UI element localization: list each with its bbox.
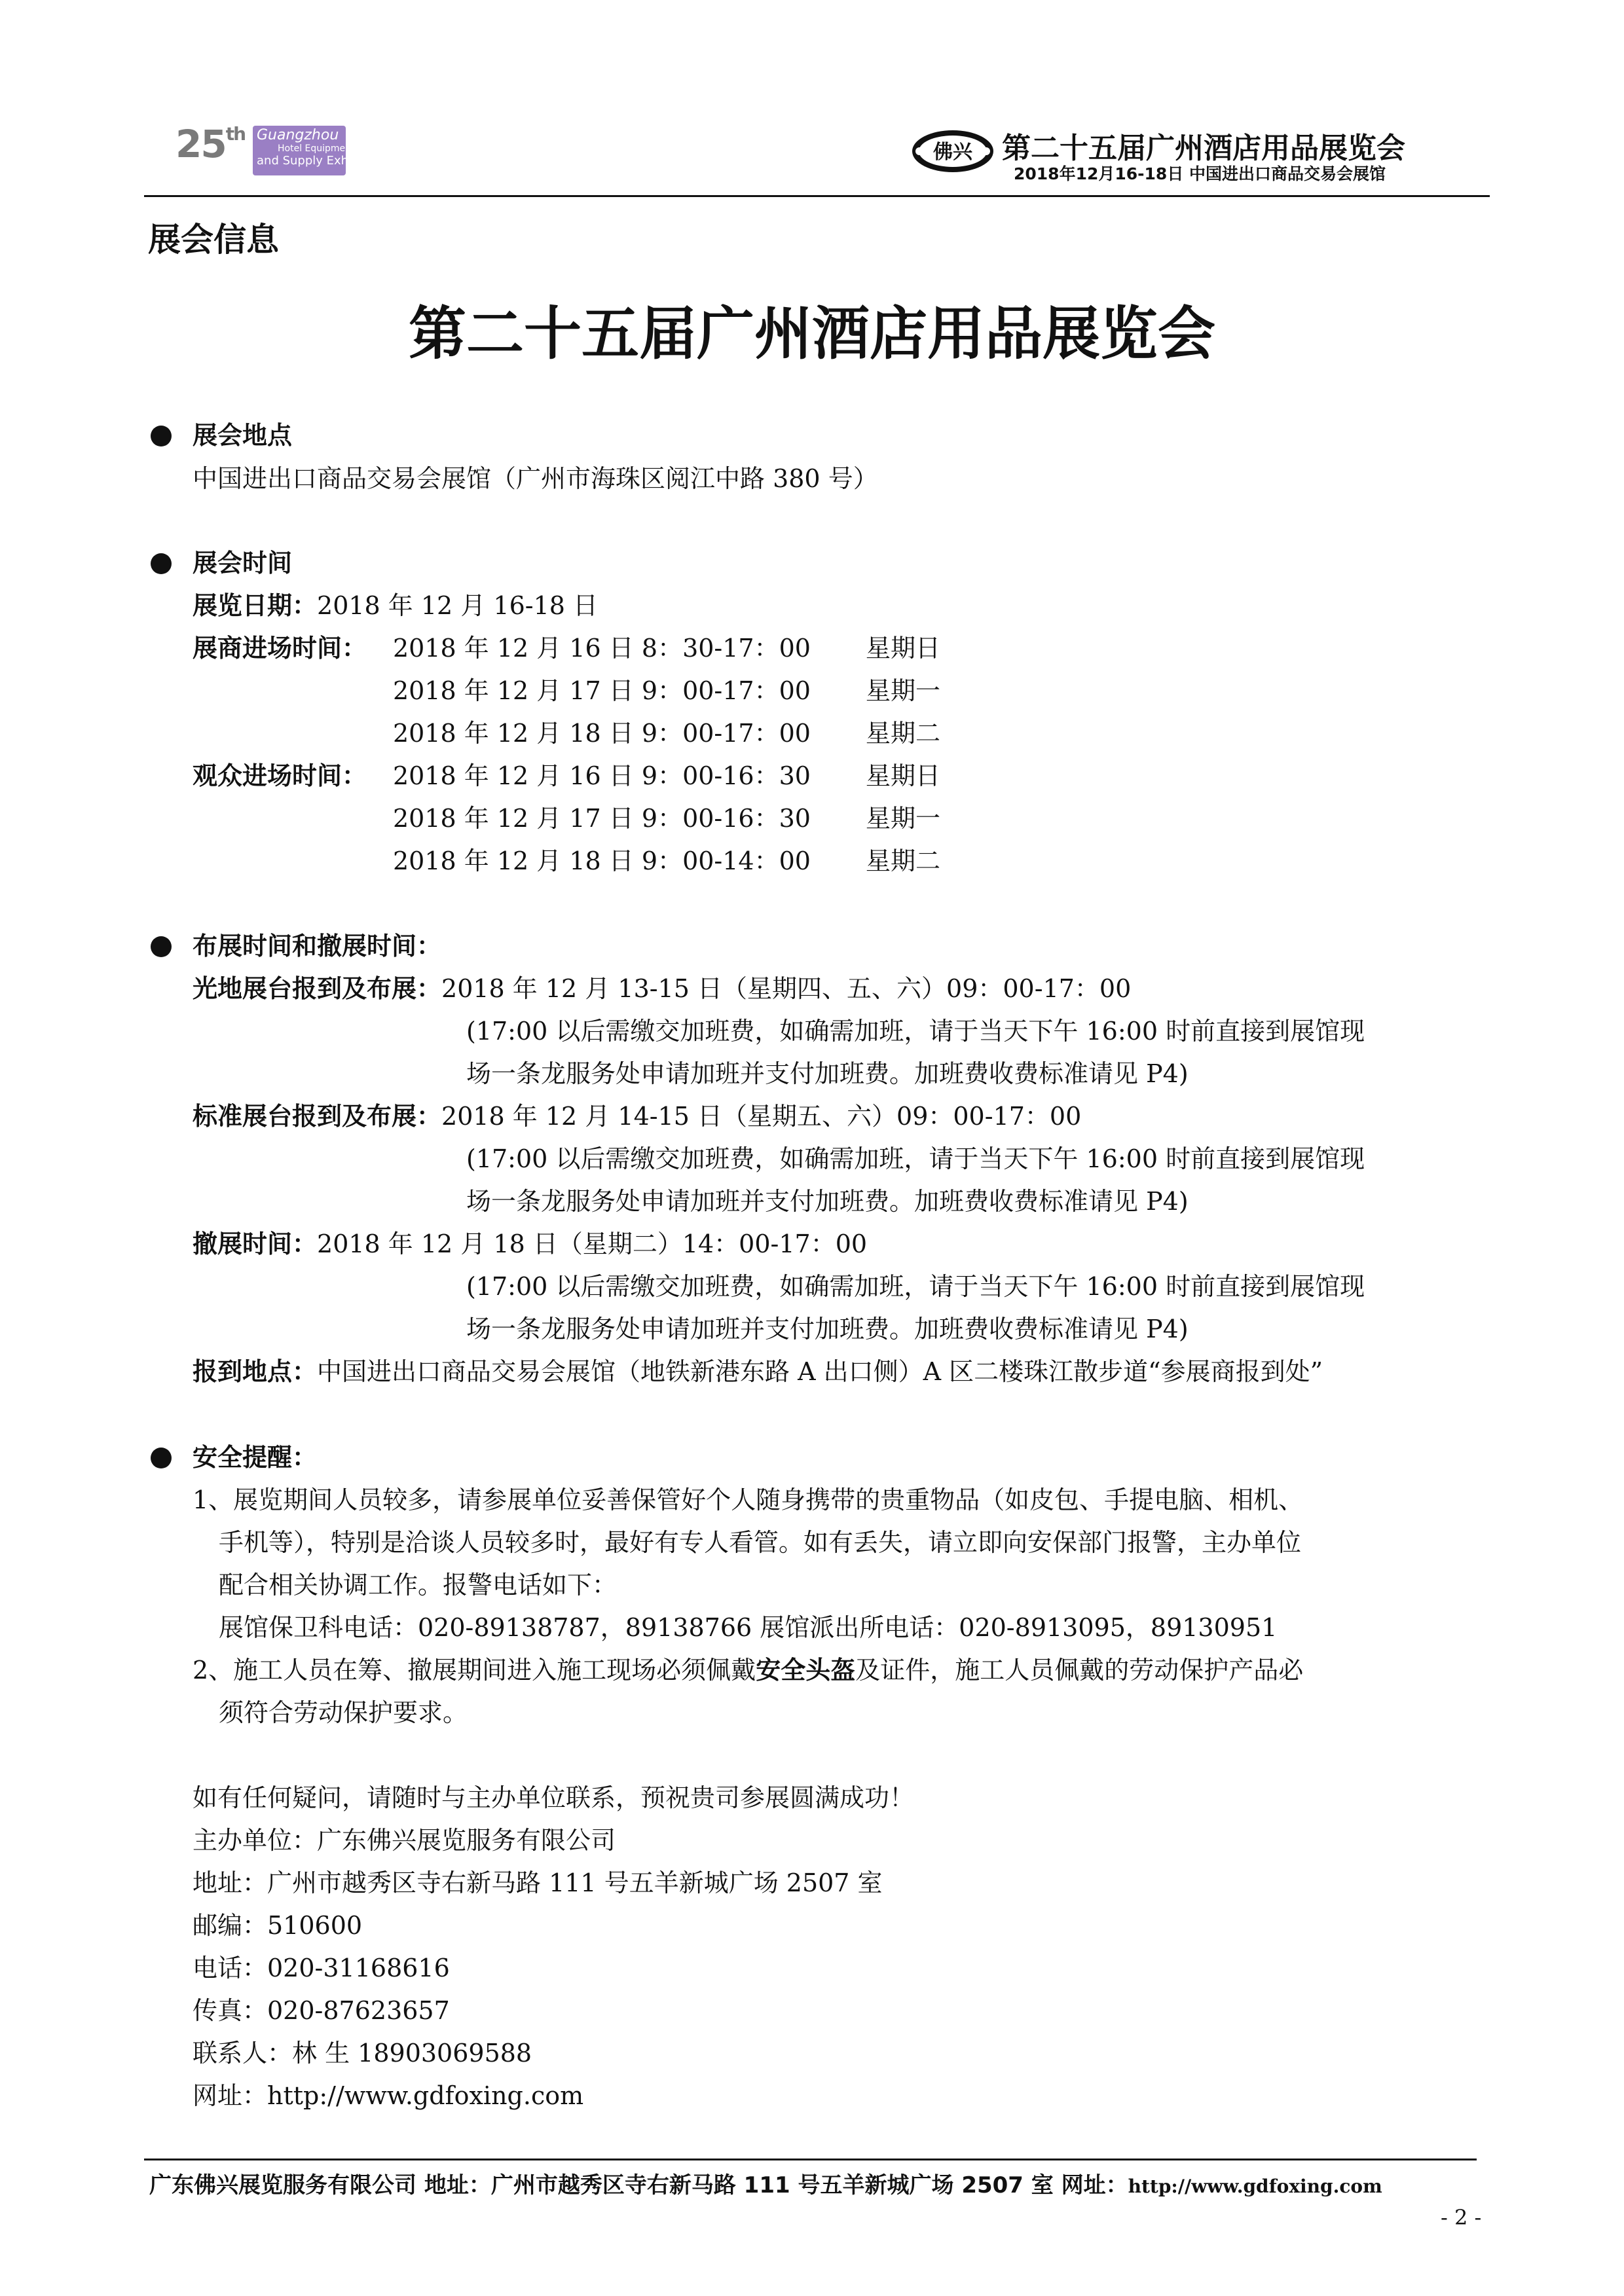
header-subtitle: 2018年12月16-18日 中国进出口商品交易会展馆 <box>1014 164 1386 183</box>
security-phone-numbers: 展馆保卫科电话：020-89138787，89138766 展馆派出所电话：020-8913095，89130951 <box>219 1613 1278 1642</box>
address: 地址：广州市越秀区寺右新马路 111 号五羊新城广场 2507 室 <box>193 1868 883 1897</box>
dismantle-time: 撤展时间：2018 年 12 月 18 日（星期二）14：00-17：00 <box>193 1229 868 1258</box>
page-number: - 2 - <box>1441 2205 1482 2230</box>
bullet-icon <box>151 1448 172 1468</box>
exhibition-date: 展览日期：2018 年 12 月 16-18 日 <box>193 591 599 620</box>
visitor-entry-time: 2018 年 12 月 17 日 9：00-16：30 <box>393 804 811 833</box>
visitor-entry-week: 星期二 <box>866 847 941 875</box>
visitor-entry-week: 星期日 <box>866 761 941 790</box>
visitor-entry-label: 观众进场时间： <box>193 761 367 790</box>
raw-space-setup: 光地展台报到及布展：2018 年 12 月 13-15 日（星期四、五、六）09：00-17：00 <box>193 974 1132 1003</box>
page-title: 第二十五届广州酒店用品展览会 <box>408 300 1215 367</box>
header-divider <box>144 195 1490 197</box>
safety-item-1: 配合相关协调工作。报警电话如下： <box>219 1571 618 1599</box>
overtime-note: 场一条龙服务处申请加班并支付加班费。加班费收费标准请见 P4) <box>466 1315 1189 1343</box>
fax: 传真：020-87623657 <box>193 1996 450 2025</box>
safety-item-2: 须符合劳动保护要求。 <box>219 1698 468 1727</box>
exhibitor-entry-time: 2018 年 12 月 17 日 9：00-17：00 <box>393 676 811 705</box>
contact-intro: 如有任何疑问，请随时与主办单位联系，预祝贵司参展圆满成功！ <box>193 1783 915 1812</box>
footer-url: http://www.gdfoxing.com <box>1128 2176 1382 2197</box>
exhibition-logo-left <box>175 122 385 181</box>
bullet-icon <box>151 553 172 574</box>
overtime-note: (17:00 以后需缴交加班费，如确需加班，请于当天下午 16:00 时前直接到展馆现 <box>466 1144 1365 1173</box>
venue-text: 中国进出口商品交易会展馆（广州市海珠区阅江中路 380 号） <box>193 464 878 493</box>
report-location: 报到地点：中国进出口商品交易会展馆（地铁新港东路 A 出口侧）A 区二楼珠江散步道“参展商报到处” <box>193 1357 1323 1386</box>
logo-line-supply: and Supply Exhibition <box>257 154 385 168</box>
contact-person: 联系人：林 生 18903069588 <box>193 2039 532 2068</box>
footer-text: 广东佛兴展览服务有限公司 地址：广州市越秀区寺右新马路 111 号五羊新城广场 2507 室 网址：http://www.gdfoxing.com <box>149 2172 1382 2198</box>
overtime-note: 场一条龙服务处申请加班并支付加班费。加班费收费标准请见 P4) <box>466 1187 1189 1216</box>
bullet-icon <box>151 936 172 957</box>
foxing-logo-text: 佛兴 <box>933 141 972 164</box>
organizer: 主办单位：广东佛兴展览服务有限公司 <box>193 1826 616 1855</box>
venue-heading: 展会地点 <box>193 420 293 450</box>
safety-item-1: 1、展览期间人员较多，请参展单位妥善保管好个人随身携带的贵重物品（如皮包、手提电脑、相机、 <box>193 1485 1304 1514</box>
postcode: 邮编：510600 <box>193 1911 363 1940</box>
exhibitor-entry-week: 星期二 <box>866 719 941 748</box>
exhibitor-entry-week: 星期日 <box>866 634 941 663</box>
logo-line-guangzhou: Guangzhou <box>257 127 339 143</box>
time-heading: 展会时间 <box>193 548 293 577</box>
safety-item-1: 手机等），特别是洽谈人员较多时，最好有专人看管。如有丢失，请立即向安保部门报警，主办单位 <box>219 1528 1302 1557</box>
visitor-entry-week: 星期一 <box>866 804 941 833</box>
overtime-note: (17:00 以后需缴交加班费，如确需加班，请于当天下午 16:00 时前直接到展馆现 <box>466 1017 1365 1046</box>
bullet-icon <box>151 426 172 446</box>
exhibitor-entry-label: 展商进场时间： <box>193 633 367 663</box>
website: 网址：http://www.gdfoxing.com <box>193 2081 584 2110</box>
header-title: 第二十五届广州酒店用品展览会 <box>1002 132 1405 165</box>
exhibitor-entry-week: 星期一 <box>866 676 941 705</box>
overtime-note: (17:00 以后需缴交加班费，如确需加班，请于当天下午 16:00 时前直接到展馆现 <box>466 1272 1365 1301</box>
overtime-note: 场一条龙服务处申请加班并支付加班费。加班费收费标准请见 P4) <box>466 1059 1189 1088</box>
standard-booth-setup: 标准展台报到及布展：2018 年 12 月 14-15 日（星期五、六）09：00-17：00 <box>193 1101 1082 1131</box>
footer-divider <box>144 2159 1477 2160</box>
exhibitor-entry-time: 2018 年 12 月 16 日 8：30-17：00 <box>393 634 811 663</box>
logo-line-hotel: Hotel Equipment <box>278 143 355 154</box>
foxing-logo <box>910 128 995 174</box>
section-title: 展会信息 <box>148 221 279 259</box>
safety-item-2: 2、施工人员在筹、撤展期间进入施工现场必须佩戴安全头盔及证件，施工人员佩戴的劳动保护产品必 <box>193 1655 1304 1685</box>
safety-heading: 安全提醒： <box>193 1442 318 1472</box>
phone: 电话：020-31168616 <box>193 1954 450 1982</box>
visitor-entry-time: 2018 年 12 月 18 日 9：00-14：00 <box>393 847 811 875</box>
visitor-entry-time: 2018 年 12 月 16 日 9：00-16：30 <box>393 761 811 790</box>
logo-badge <box>253 126 385 175</box>
exhibitor-entry-time: 2018 年 12 月 18 日 9：00-17：00 <box>393 719 811 748</box>
logo-number: 25th <box>175 122 246 166</box>
setup-heading: 布展时间和撤展时间： <box>193 931 442 960</box>
